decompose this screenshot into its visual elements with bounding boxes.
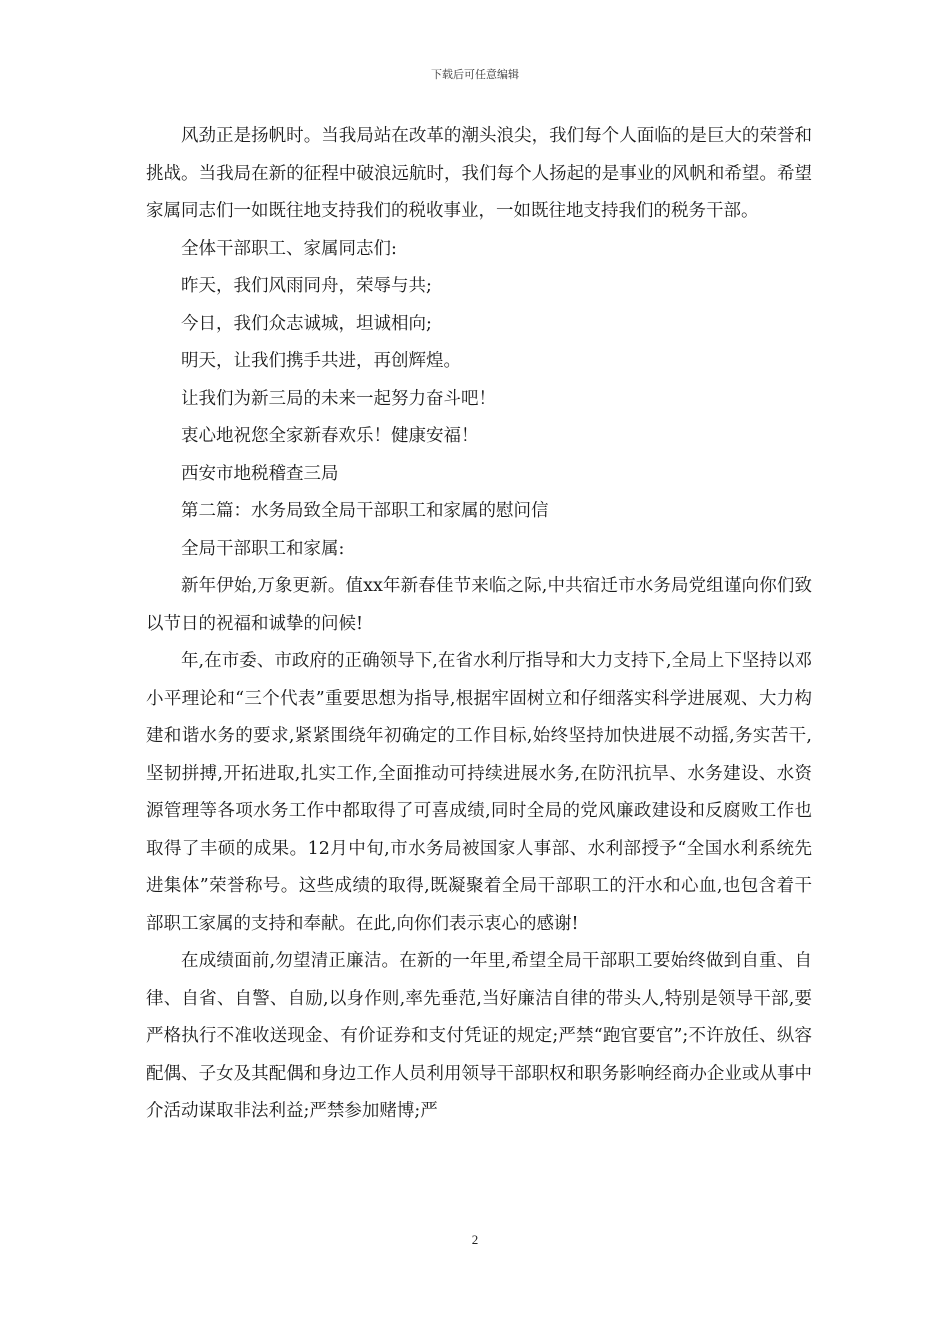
paragraph-tomorrow: 明天，让我们携手共进，再创辉煌。 xyxy=(181,351,461,371)
paragraph-closing-hope: 风劲正是扬帆时。当我局站在改革的潮头浪尖，我们每个人面临的是巨大的荣誉和挑战。当我局在新的征程中破浪远航时，我们每个人扬起的是事业的风帆和希望。希望家属同志们一如既往地支持我们的税收事业，一如既往地支持我们的税务干部。 xyxy=(146,126,812,221)
section-heading-second-letter: 第二篇：水务局致全局干部职工和家属的慰问信 xyxy=(181,501,549,521)
paragraph-salutation-staff-families: 全局干部职工和家属: xyxy=(181,538,345,559)
paragraph-strive-together: 让我们为新三局的未来一起努力奋斗吧！ xyxy=(181,388,496,409)
page-header: 下载后可任意编辑 xyxy=(431,68,519,81)
paragraph-new-year-greeting: 新年伊始,万象更新。值xx年新春佳节来临之际,中共宿迁市水务局党组谨向你们致以节日的祝福和诚挚的问候! xyxy=(146,576,812,634)
paragraph-integrity: 在成绩面前,勿望清正廉洁。在新的一年里,希望全局干部职工要始终做到自重、自律、自省、自警、自励,以身作则,率先垂范,当好廉洁自律的带头人,特别是领导干部,要严格执行不准收送现金、有价证券和支付凭证的规定;严禁“跑官要官”;不许放任、纵容配偶、子女及其配偶和身边工作人员利用领导干部职权和职务影响经商办企业或从事中介活动谋取非法利益;严禁参加赌博;严 xyxy=(146,951,812,1121)
page-number: 2 xyxy=(471,1232,479,1247)
paragraph-yesterday: 昨天，我们风雨同舟，荣辱与共; xyxy=(181,276,432,296)
paragraph-salutation-all-staff: 全体干部职工、家属同志们: xyxy=(181,238,397,259)
paragraph-today: 今日，我们众志诚城，坦诚相向; xyxy=(181,313,432,334)
paragraph-achievements: 年,在市委、市政府的正确领导下,在省水利厅指导和大力支持下,全局上下坚持以邓小平理论和“三个代表”重要思想为指导,根据牢固树立和仔细落实科学进展观、大力构建和谐水务的要求,紧紧围绕年初确定的工作目标,始终坚持加快进展不动摇,务实苦干,坚韧拼搏,开拓进取,扎实工作,全面推动可持续进展水务,在防汛抗旱、水务建设、水资源管理等各项水务工作中都取得了可喜成绩,同时全局的党风廉政建设和反腐败工作也取得了丰硕的成果。12月中旬,市水务局被国家人事部、水利部授予“全国水利系统先进集体”荣誉称号。这些成绩的取得,既凝聚着全局干部职工的汗水和心血,也包含着干部职工家属的支持和奉献。在此,向你们表示衷心的感谢! xyxy=(146,651,812,934)
paragraph-signature-bureau: 西安市地税稽查三局 xyxy=(181,463,339,484)
document-body xyxy=(146,118,812,1131)
paragraph-new-year-wishes: 衷心地祝您全家新春欢乐！健康安福！ xyxy=(181,426,479,446)
